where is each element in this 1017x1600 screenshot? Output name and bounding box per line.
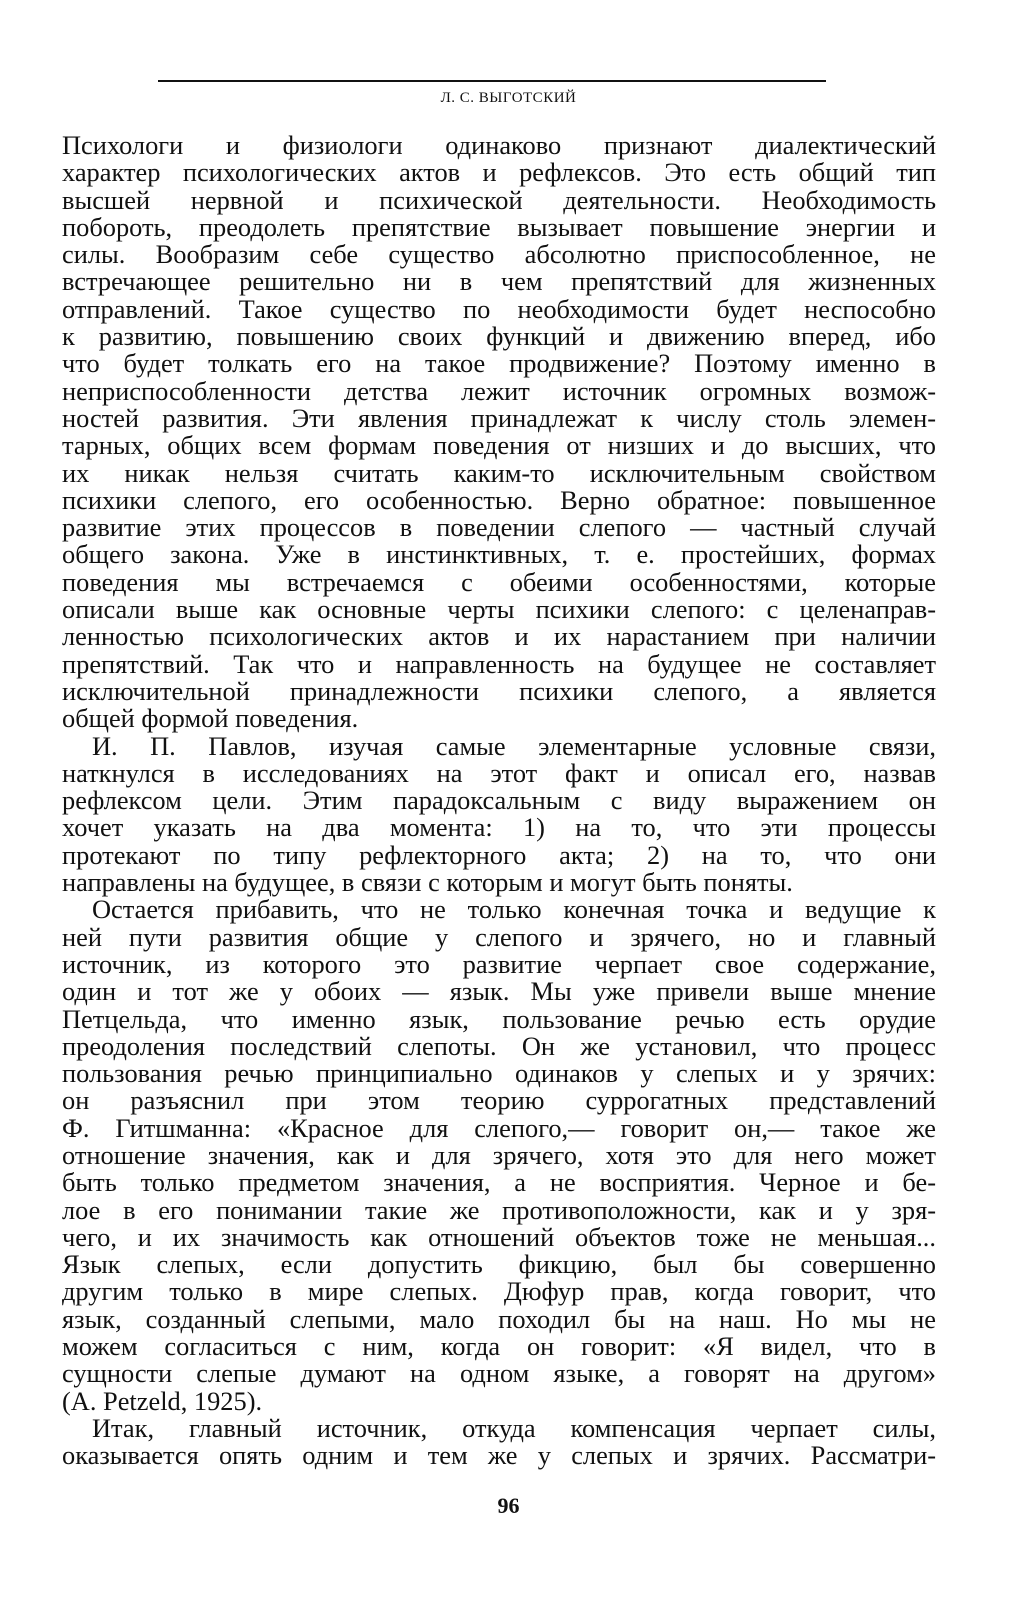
text-line: общей формой поведения.	[62, 703, 359, 734]
text-line: другим только в мире слепых. Дюфур прав, когда говорит, что	[62, 1276, 936, 1307]
text-line: отношение значения, как и для зрячего, хотя это для него может	[62, 1139, 936, 1170]
text-line: Петцельда, что именно язык, пользование речью есть орудие	[62, 1003, 936, 1034]
text-line: характер психологических актов и рефлексов. Это есть общий тип	[62, 157, 936, 188]
body-text	[62, 132, 936, 1470]
text-line: исключительной принадлежности психики слепого, а является	[62, 675, 936, 706]
text-line: Остается прибавить, что не только конечная точка и ведущие к	[92, 894, 936, 925]
text-line: Ф. Гитшманна: «Красное для слепого,— говорит он,— такое же	[62, 1112, 936, 1143]
text-line: их никак нельзя считать каким-то исключительным свойством	[62, 457, 936, 488]
text-line: ностей развития. Эти явления принадлежат к числу столь элемен-	[62, 402, 936, 433]
text-line: Язык слепых, если допустить фикцию, был бы совершенно	[62, 1249, 936, 1280]
text-line: описали выше как основные черты психики слепого: с целенаправ-	[62, 594, 936, 625]
text-line: он разъяснил при этом теорию суррогатных представлений	[62, 1085, 936, 1116]
text-line: поведения мы встречаемся с обеими особенностями, которые	[62, 566, 936, 597]
text-line: препятствий. Так что и направленность на будущее не составляет	[62, 648, 936, 679]
text-line: направлены на будущее, в связи с которым и могут быть поняты.	[62, 867, 793, 898]
text-line: Итак, главный источник, откуда компенсация черпает силы,	[92, 1412, 936, 1443]
text-line: преодоления последствий слепоты. Он же установил, что процесс	[62, 1030, 936, 1061]
paragraph	[62, 1412, 936, 1471]
text-line: общего закона. Уже в инстинктивных, т. е. простейших, формах	[62, 539, 936, 570]
text-line: пользования речью принципиально одинаков у слепых и у зрячих:	[62, 1058, 936, 1089]
text-line: что будет толкать его на такое продвижение? Поэтому именно в	[62, 348, 936, 379]
text-line: наткнулся в исследованиях на этот факт и описал его, назвав	[62, 757, 936, 788]
paragraph	[62, 896, 936, 1415]
text-line: лое в его понимании такие же противоположности, как и у зря-	[62, 1194, 936, 1225]
text-line: неприспособленности детства лежит источник огромных возмож-	[62, 375, 936, 406]
text-line: отправлений. Такое существо по необходимости будет неспособно	[62, 293, 936, 324]
text-line: тарных, общих всем формам поведения от низших и до высших, что	[62, 430, 936, 461]
text-line: ленностью психологических актов и их нарастанием при наличии	[62, 621, 936, 652]
paragraph	[62, 730, 936, 898]
running-head: Л. С. ВЫГОТСКИЙ	[440, 90, 577, 106]
text-line: источник, из которого это развитие черпает свое содержание,	[62, 948, 936, 979]
text-line: Психологи и физиологи одинаково признают диалектический	[62, 130, 936, 160]
text-line: психики слепого, его особенностью. Верно обратное: повышенное	[62, 484, 936, 515]
page-number: 96	[497, 1493, 520, 1518]
text-line: развитие этих процессов в поведении слепого — частный случай	[62, 512, 936, 543]
text-line: можем согласиться с ним, когда он говорит: «Я видел, что в	[62, 1331, 936, 1362]
text-line: чего, и их значимость как отношений объектов тоже не меньшая...	[62, 1221, 936, 1252]
text-line: язык, созданный слепыми, мало походил бы на наш. Но мы не	[62, 1303, 936, 1334]
text-line: хочет указать на два момента: 1) на то, что эти процессы	[62, 812, 936, 843]
text-line: один и тот же у обоих — язык. Мы уже привели выше мнение	[62, 976, 936, 1007]
text-line: силы. Вообразим себе существо абсолютно приспособленное, не	[62, 239, 936, 270]
text-line: протекают по типу рефлекторного акта; 2) на то, что они	[62, 839, 936, 870]
text-line: сущности слепые думают на одном языке, а говорят на другом»	[62, 1358, 936, 1389]
text-line: ней пути развития общие у слепого и зрячего, но и главный	[62, 921, 936, 952]
text-line: побороть, преодолеть препятствие вызывает повышение энергии и	[62, 211, 936, 242]
text-line: (A. Petzeld, 1925).	[62, 1385, 263, 1416]
header-rule	[158, 80, 826, 82]
text-line: встречающее решительно ни в чем препятствий для жизненных	[62, 266, 936, 297]
paragraph	[62, 132, 936, 733]
text-line: И. П. Павлов, изучая самые элементарные условные связи,	[92, 730, 936, 761]
text-line: быть только предметом значения, а не восприятия. Черное и бе-	[62, 1167, 936, 1198]
text-line: оказывается опять одним и тем же у слепых и зрячих. Рассматри-	[62, 1440, 936, 1471]
text-line: высшей нервной и психической деятельности. Необходимость	[62, 184, 936, 215]
text-line: к развитию, повышению своих функций и движению вперед, ибо	[62, 321, 936, 352]
text-line: рефлексом цели. Этим парадоксальным с виду выражением он	[62, 785, 936, 816]
